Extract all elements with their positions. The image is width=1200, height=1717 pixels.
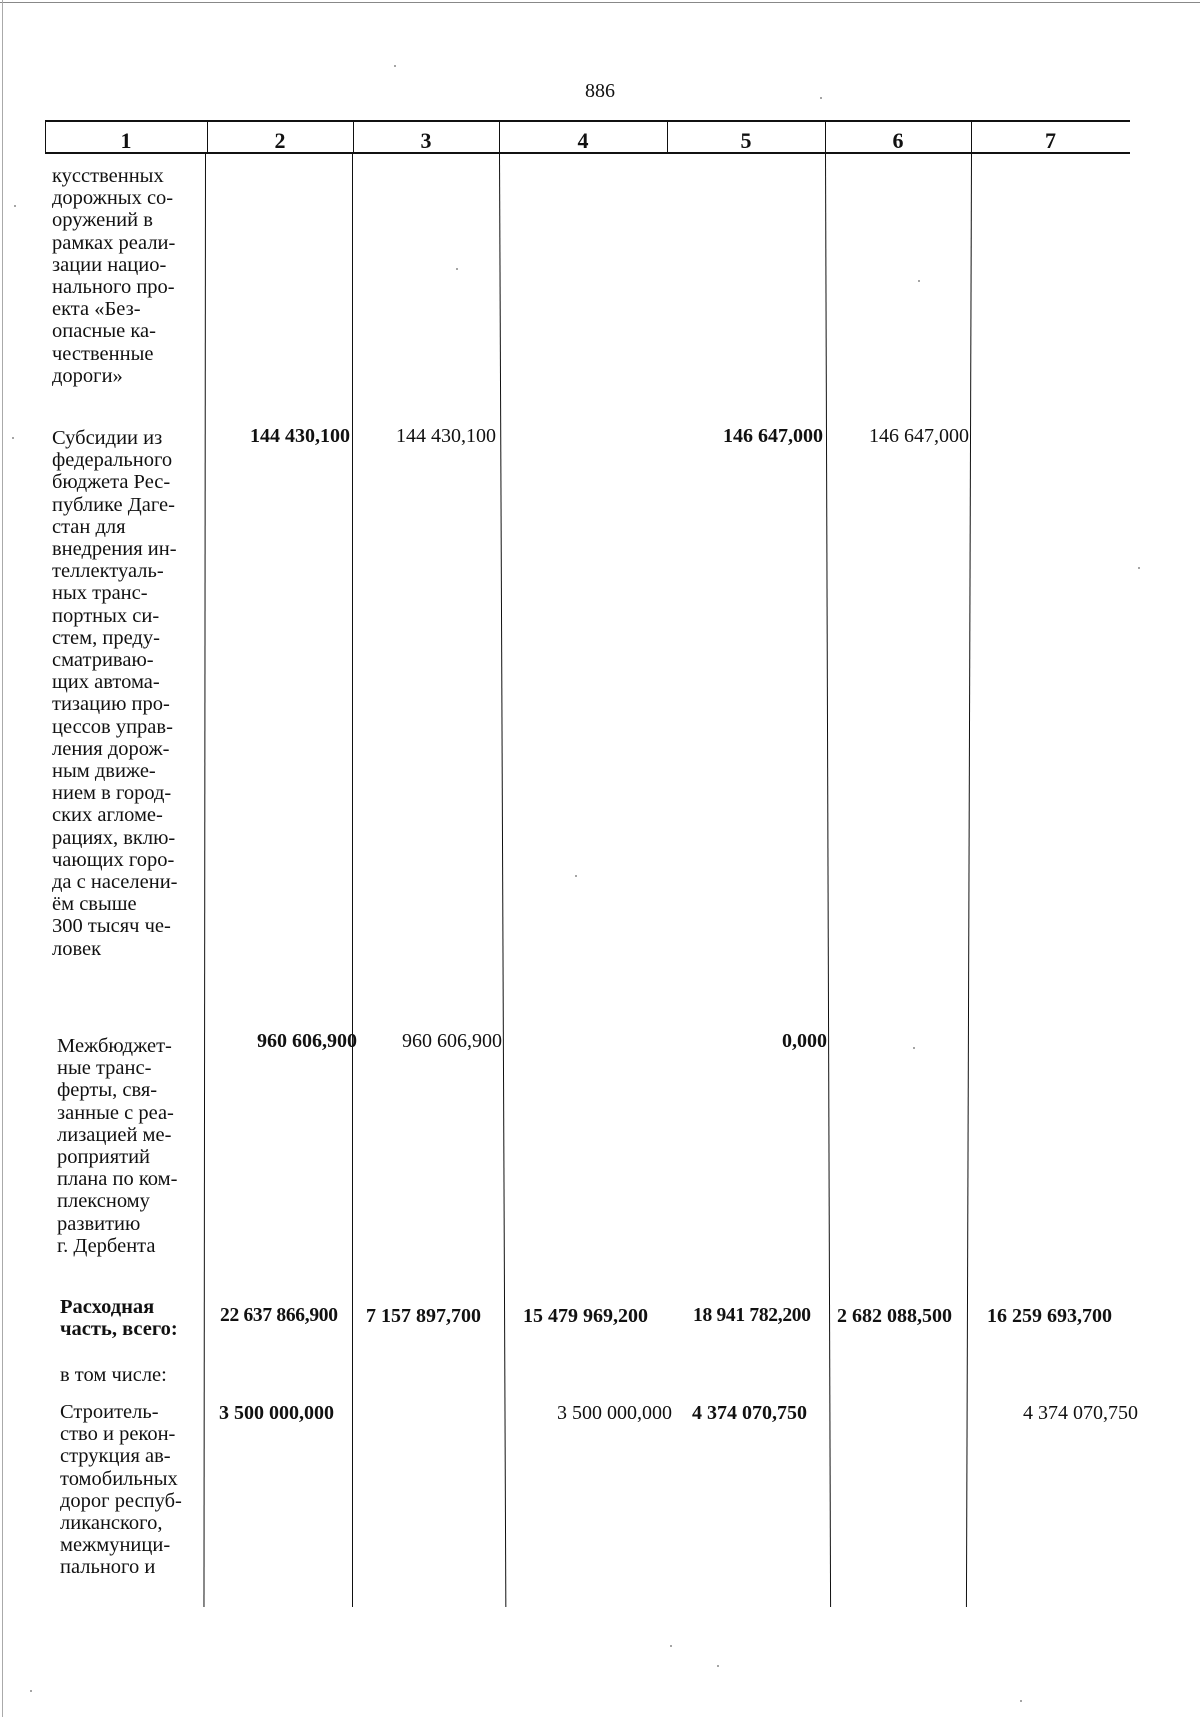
row1-col5-value: 146 647,000 bbox=[723, 425, 823, 447]
scan-speck bbox=[12, 437, 14, 439]
col-header-1: 1 bbox=[120, 128, 132, 153]
row3-col2-value: 22 637 866,900 bbox=[220, 1305, 338, 1326]
row-label-including: в том числе: bbox=[60, 1364, 167, 1386]
row-label-structures: кусственных дорожных со- оружений в рамках реали- зации нацио- нального про- екта «Без- опасные ка- чественные дороги» bbox=[52, 165, 176, 387]
col-header-3: 3 bbox=[420, 128, 432, 153]
column-divider bbox=[203, 154, 206, 1607]
row5-col5-value: 4 374 070,750 bbox=[692, 1402, 807, 1424]
row2-col2-value: 960 606,900 bbox=[257, 1030, 357, 1052]
row-label-expenditure-total: Расходная часть, всего: bbox=[60, 1296, 178, 1341]
column-divider bbox=[825, 154, 831, 1607]
scan-speck bbox=[30, 1690, 32, 1692]
page-number: 886 bbox=[585, 80, 615, 102]
scan-speck bbox=[717, 1665, 719, 1667]
header-divider bbox=[667, 120, 668, 154]
column-divider bbox=[966, 154, 972, 1607]
scan-speck bbox=[575, 875, 577, 877]
scan-speck bbox=[918, 280, 920, 282]
row5-col2-value: 3 500 000,000 bbox=[219, 1402, 334, 1424]
scan-speck bbox=[14, 205, 16, 207]
header-divider bbox=[971, 120, 972, 154]
row1-col2-value: 144 430,100 bbox=[250, 425, 350, 447]
col-header-4: 4 bbox=[577, 128, 589, 153]
page-top-edge bbox=[0, 2, 1200, 3]
column-divider bbox=[499, 154, 506, 1607]
row3-col3-value: 7 157 897,700 bbox=[366, 1305, 481, 1327]
page-left-edge bbox=[2, 0, 3, 1717]
column-divider bbox=[352, 154, 353, 1607]
header-divider bbox=[45, 120, 46, 154]
row2-col5-value: 0,000 bbox=[782, 1030, 827, 1052]
col-header-2: 2 bbox=[274, 128, 286, 153]
row3-col6-value: 2 682 088,500 bbox=[837, 1305, 952, 1327]
col-header-7: 7 bbox=[1045, 128, 1056, 153]
scan-speck bbox=[670, 1645, 672, 1647]
row5-col4-value: 3 500 000,000 bbox=[557, 1402, 672, 1424]
scan-speck bbox=[913, 1047, 915, 1049]
row3-col5-value: 18 941 782,200 bbox=[693, 1305, 811, 1326]
scan-speck bbox=[820, 97, 822, 99]
row2-col3-value: 960 606,900 bbox=[402, 1030, 502, 1052]
header-divider bbox=[825, 120, 826, 154]
col-header-5: 5 bbox=[740, 128, 752, 153]
scan-speck bbox=[1020, 1700, 1022, 1702]
scan-speck bbox=[394, 65, 396, 67]
scan-speck bbox=[456, 268, 458, 270]
row-label-road-construction: Строитель- ство и рекон- струкция ав- томобильных дорог респуб- ликанского, межмуници- пального и bbox=[60, 1401, 182, 1579]
row3-col7-value: 16 259 693,700 bbox=[987, 1305, 1112, 1327]
header-divider bbox=[207, 120, 208, 154]
row3-col4-value: 15 479 969,200 bbox=[523, 1305, 648, 1327]
col-header-6: 6 bbox=[892, 128, 904, 153]
row1-col3-value: 144 430,100 bbox=[396, 425, 496, 447]
header-divider bbox=[499, 120, 500, 154]
row1-col6-value: 146 647,000 bbox=[869, 425, 969, 447]
row-label-federal-subsidies: Субсидии из федерального бюджета Рес- публике Даге- стан для внедрения ин- теллектуаль- ных транс- портных си- стем, преду- сматриваю- щих автома- тизацию про- цессов управ- ления дорож- ным движе- нием в город- ских агломе- рациях, вклю- чающих горо- да с населени- ём свыше 300 тысяч че- ловек bbox=[52, 427, 178, 960]
header-divider bbox=[353, 120, 354, 154]
scan-speck bbox=[1138, 567, 1140, 569]
row-label-interbudget-transfers: Межбюджет- ные транс- ферты, свя- занные с реа- лизацией ме- роприятий плана по ком- плексному развитию г. Дербента bbox=[57, 1035, 178, 1257]
row5-col7-value: 4 374 070,750 bbox=[1023, 1402, 1138, 1424]
